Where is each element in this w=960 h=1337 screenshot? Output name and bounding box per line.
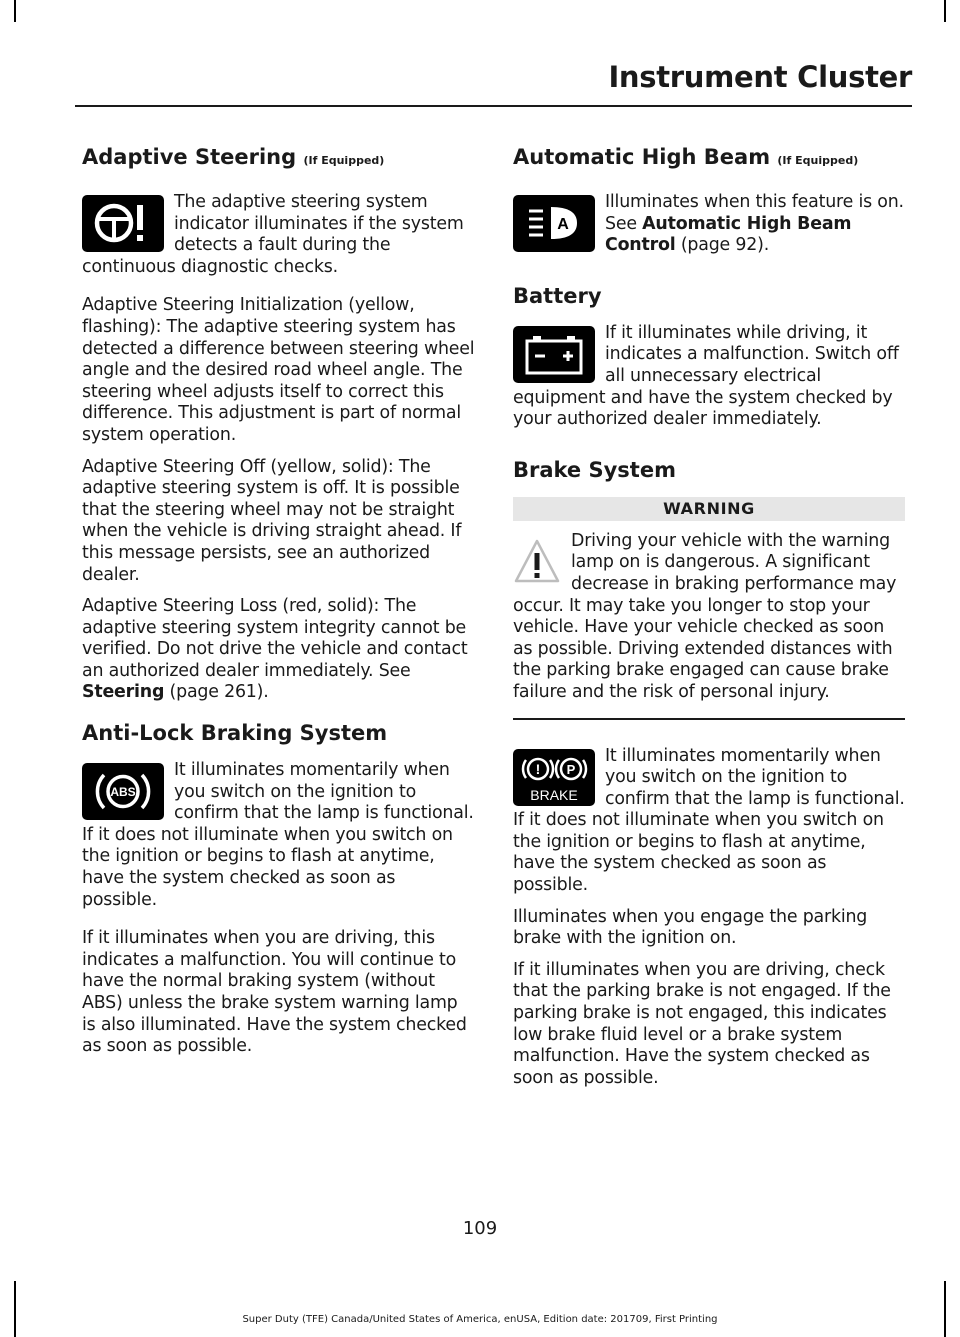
section-heading: Battery [513, 283, 602, 308]
page-number: 109 [462, 1218, 498, 1239]
adaptive-loss-body: Adaptive Steering Loss (red, solid): The adaptive steering system integrity cannot be verified. Do not drive the vehicle and contact an authorized dealer immediately. See [82, 596, 468, 681]
brake-system-section [513, 455, 906, 1090]
crop-mark-bottom-right [944, 1281, 946, 1337]
abs-text-2: If it illuminates when you are driving, this indicates a malfunction. You will continue to have the normal braking system (without ABS) unless the brake system warning lamp is also illuminated. Have the system checked as soon as possible. [82, 928, 467, 1057]
if-equipped-tag: (If Equipped) [777, 154, 859, 167]
page-title: Instrument Cluster [608, 60, 912, 94]
header-rule [75, 105, 912, 107]
warning-body [513, 531, 906, 704]
steering-wheel-warning-icon [82, 195, 164, 252]
section-heading [513, 142, 906, 176]
adaptive-initialization-text: Adaptive Steering Initialization (yellow, flashing): The adaptive steering system has detected a difference between steering wheel angle and the desired road wheel angle. The steering wheel adjusts itself to correct this difference. This adjustment is part of normal system operation. [82, 295, 475, 445]
brake-icon-parking-letter: P [566, 761, 576, 777]
auto-high-beam-icon [513, 195, 595, 252]
adaptive-steering-section [82, 142, 475, 704]
auto-high-beam-page-ref: (page 92). [680, 235, 770, 256]
abs-body [82, 760, 475, 1058]
steering-page-ref: (page 261). [169, 682, 269, 703]
heading-text: Adaptive Steering [82, 145, 297, 169]
heading-text: Automatic High Beam [513, 145, 771, 169]
page-header [75, 60, 912, 94]
abs-icon [82, 763, 164, 820]
brake-icon-label: BRAKE [530, 786, 578, 803]
brake-text-1: It illuminates momentarily when you switch on the ignition to confirm that the lamp is functional. If it does not illuminate when you switch on the ignition or begins to flash at anytime, have the system checked as soon as possible. [513, 745, 905, 896]
brake-body [513, 746, 906, 1090]
automatic-high-beam-section [513, 142, 906, 257]
high-beam-body [513, 192, 906, 257]
warning-text: Driving your vehicle with the warning lamp on is dangerous. A significant decrease in braking performance may occur. It may take you longer to stop your vehicle. Have your vehicle checked as soon as possible. Driving extended distances with the parking brake engaged can cause brake failure and the risk of personal injury. [513, 530, 897, 702]
brake-text-3: If it illuminates when you are driving, check that the parking brake is not engaged. If the parking brake is not engaged, this indicates low brake fluid level or a brake system malfunction. Have the system checked as soon as possible. [513, 959, 891, 1088]
battery-body [513, 323, 906, 431]
adaptive-off-text: Adaptive Steering Off (yellow, solid): The adaptive steering system is off. It is possible that the steering wheel may not be straight when the vehicle is driving straight ahead. If this message persists, see an authorized dealer. [82, 456, 462, 585]
right-column [513, 142, 906, 1089]
crop-mark-top-left [14, 0, 16, 22]
warning-triangle-icon [513, 537, 561, 585]
battery-text: If it illuminates while driving, it indicates a malfunction. Switch off all unnecessary electrical equipment and have the system checked by your authorized dealer immediately. [513, 322, 899, 430]
high-beam-body-text: Illuminates when this feature is on. See [605, 192, 904, 234]
adaptive-steering-body [82, 192, 475, 704]
section-heading [82, 142, 475, 176]
battery-icon [513, 326, 595, 383]
auto-high-beam-icon-letter: A [557, 216, 569, 233]
steering-cross-reference[interactable]: Steering [82, 682, 165, 703]
warning-label: WARNING [513, 497, 905, 521]
abs-section [82, 718, 475, 1058]
section-heading: Brake System [513, 457, 676, 482]
auto-high-beam-cross-reference[interactable]: Automatic High Beam Control [605, 213, 852, 256]
section-heading: Anti-Lock Braking System [82, 721, 388, 746]
crop-mark-top-right [944, 0, 946, 22]
if-equipped-tag: (If Equipped) [303, 154, 385, 167]
brake-icon [513, 749, 595, 806]
adaptive-intro-text: The adaptive steering system indicator illuminates if the system detects a fault during the continuous diagnostic checks. [82, 192, 464, 277]
abs-text-1: It illuminates momentarily when you switch on the ignition to confirm that the lamp is functional. If it does not illuminate when you switch on the ignition or begins to flash at anytime, have the system checked as soon as possible. [82, 760, 474, 910]
battery-section [513, 281, 906, 431]
crop-mark-bottom-left [14, 1281, 16, 1337]
left-column [82, 142, 475, 1058]
warning-rule [513, 718, 905, 720]
abs-icon-label: ABS [110, 785, 136, 800]
brake-text-2: Illuminates when you engage the parking brake with the ignition on. [513, 906, 868, 949]
footer-edition-text: Super Duty (TFE) Canada/United States of America, enUSA, Edition date: 201709, First Printing [242, 1314, 718, 1325]
brake-icon-exclamation: ! [535, 760, 541, 777]
adaptive-loss-text [82, 596, 475, 704]
